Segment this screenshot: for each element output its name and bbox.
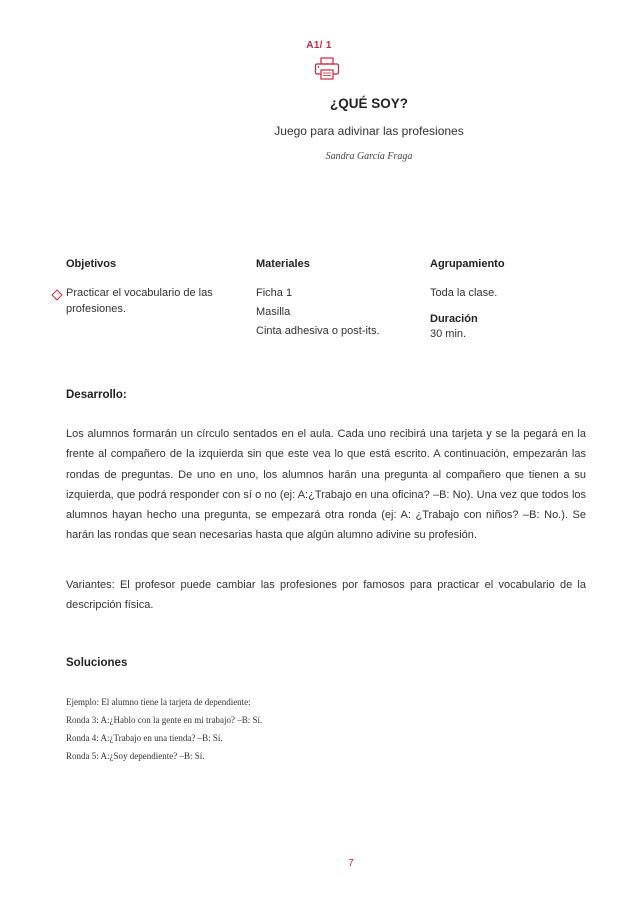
variantes-paragraph: Variantes: El profesor puede cambiar las profesiones por famosos para practicar el vocabulario de la descripción física. xyxy=(66,579,586,612)
diamond-bullet-icon xyxy=(51,289,62,300)
materiales-item: Cinta adhesiva o post-its. xyxy=(256,325,380,337)
materiales-item: Masilla xyxy=(256,306,291,318)
duracion-heading: Duración xyxy=(430,313,478,325)
printer-icon[interactable] xyxy=(314,57,340,81)
materiales-heading: Materiales xyxy=(256,258,310,270)
level-label: A1/ 1 xyxy=(306,40,332,51)
duracion-text: 30 min. xyxy=(430,328,467,340)
solution-line: Ronda 4: A:¿Trabajo en una tienda? –B: Sí. xyxy=(66,733,223,743)
desarrollo-paragraph: Los alumnos formarán un círculo sentados en el aula. Cada uno recibirá una tarjeta y se la pegará en la frente al compañero de la izquierda sin que este vea lo que está escrito. A continuación, empezarán las rondas de preguntas. De uno en uno, los alumnos harán una pregunta al compañero que tienen a su izquierda, que podrá responder con sí o no (ej: A:¿Trabajo en una oficina? –B: No). Una vez que todos los alumnos hayan hecho una pregunta, se empezará otra ronda (ej: A: ¿Trabajo con niños? –B: No.). Se harán las rondas que sean necesarias hasta que algún alumno adivine su profesión. xyxy=(66,428,586,542)
desarrollo-heading: Desarrollo: xyxy=(66,389,127,401)
solution-line: Ronda 3: A:¿Hablo con la gente en mi trabajo? –B: Sí. xyxy=(66,715,263,725)
objetivos-heading: Objetivos xyxy=(66,258,117,270)
author: Sandra García Fraga xyxy=(325,151,413,162)
objetivos-text: Practicar el vocabulario de las profesiones. xyxy=(66,287,213,315)
materiales-item: Ficha 1 xyxy=(256,287,293,299)
solution-line: Ronda 5: A:¿Soy dependiente? –B: Sí. xyxy=(66,751,205,761)
agrupamiento-heading: Agrupamiento xyxy=(430,258,505,270)
page-number: 7 xyxy=(348,858,354,869)
agrupamiento-text: Toda la clase. xyxy=(430,287,498,299)
soluciones-heading: Soluciones xyxy=(66,657,128,669)
solution-line: Ejemplo: El alumno tiene la tarjeta de dependiente: xyxy=(66,697,251,707)
page-title: ¿QUÉ SOY? xyxy=(329,96,408,111)
page-subtitle: Juego para adivinar las profesiones xyxy=(274,124,464,138)
